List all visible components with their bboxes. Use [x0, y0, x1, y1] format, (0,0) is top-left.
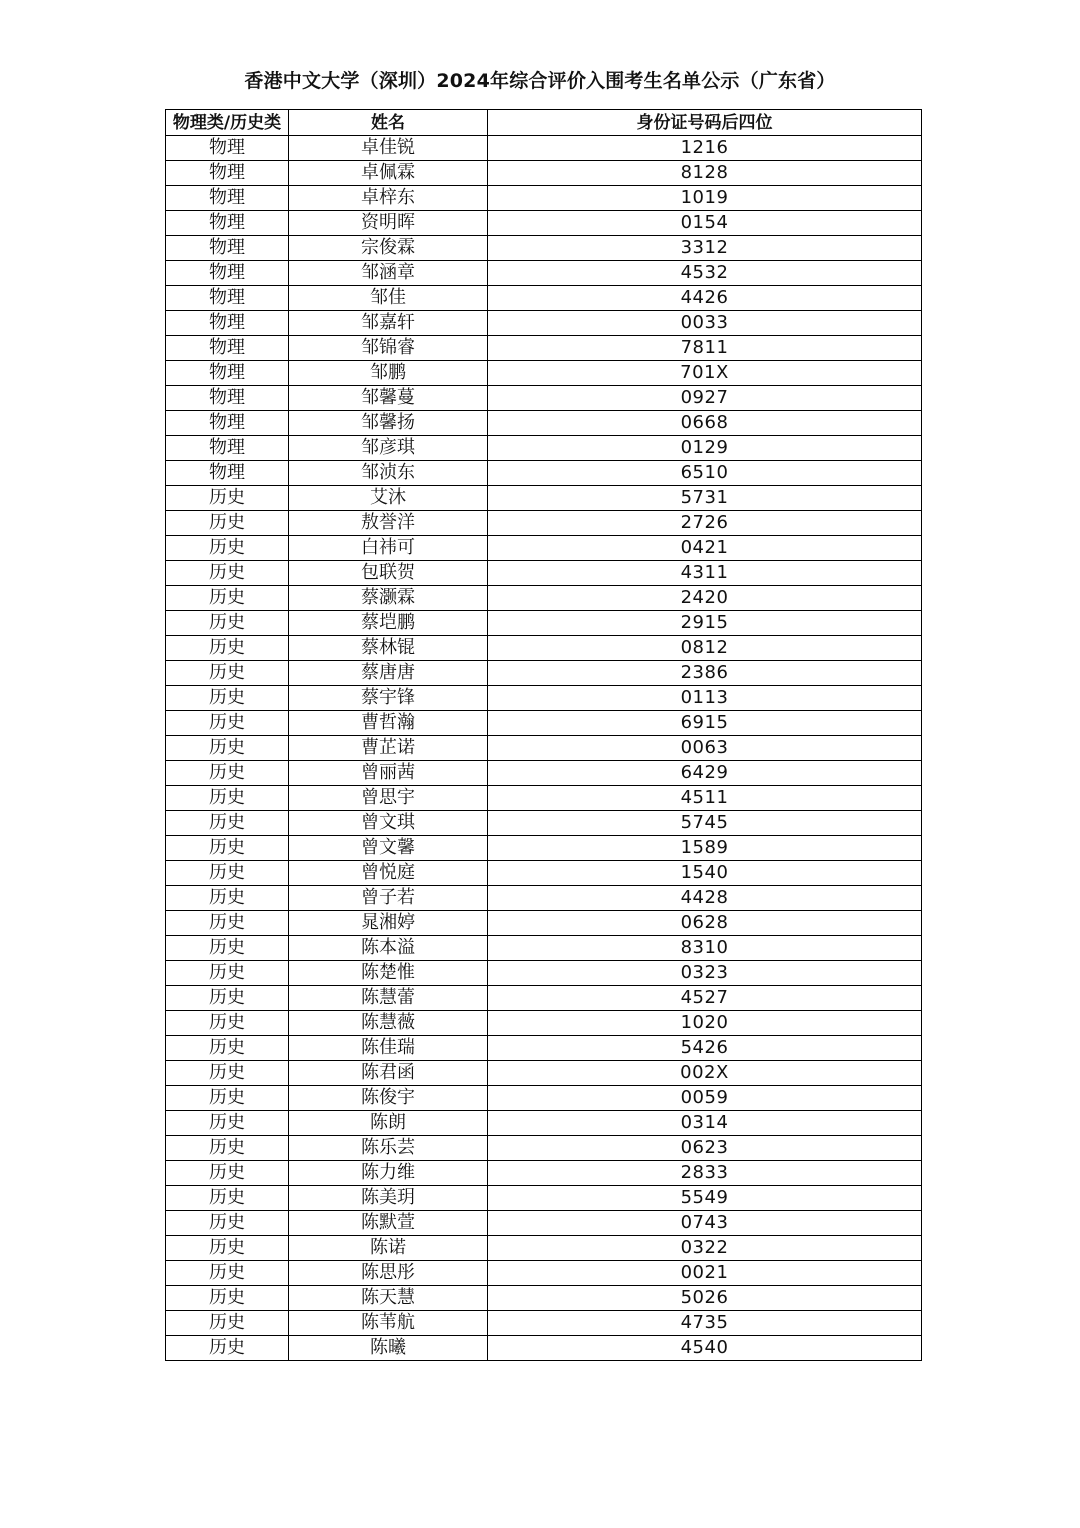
header-name: 姓名	[289, 110, 488, 136]
category-cell: 历史	[166, 636, 289, 661]
category-cell: 物理	[166, 186, 289, 211]
table-row	[166, 311, 922, 336]
id-last-four-cell: 0743	[488, 1211, 922, 1236]
id-last-four-cell: 6510	[488, 461, 922, 486]
id-last-four-cell: 0623	[488, 1136, 922, 1161]
table-row	[166, 211, 922, 236]
table-row	[166, 761, 922, 786]
table-row	[166, 136, 922, 161]
category-cell: 历史	[166, 536, 289, 561]
category-cell: 历史	[166, 786, 289, 811]
id-last-four-cell: 6915	[488, 711, 922, 736]
document-title: 香港中文大学（深圳）2024年综合评价入围考生名单公示（广东省）	[244, 70, 836, 92]
id-last-four-cell: 4532	[488, 261, 922, 286]
category-cell: 历史	[166, 1336, 289, 1361]
table-row	[166, 486, 922, 511]
table-row	[166, 361, 922, 386]
category-cell: 物理	[166, 136, 289, 161]
table-row	[166, 436, 922, 461]
table-row	[166, 286, 922, 311]
table-row	[166, 1211, 922, 1236]
name-cell: 陈本溢	[289, 936, 488, 961]
name-cell: 曾文馨	[289, 836, 488, 861]
name-cell: 陈诺	[289, 1236, 488, 1261]
name-cell: 陈天慧	[289, 1286, 488, 1311]
category-cell: 历史	[166, 836, 289, 861]
category-cell: 历史	[166, 1061, 289, 1086]
name-cell: 陈慧蕾	[289, 986, 488, 1011]
header-category: 物理类/历史类	[166, 110, 289, 136]
category-cell: 历史	[166, 1211, 289, 1236]
id-last-four-cell: 8128	[488, 161, 922, 186]
category-cell: 历史	[166, 1036, 289, 1061]
category-cell: 历史	[166, 1111, 289, 1136]
id-last-four-cell: 6429	[488, 761, 922, 786]
category-cell: 历史	[166, 1261, 289, 1286]
table-row	[166, 411, 922, 436]
name-cell: 陈力维	[289, 1161, 488, 1186]
id-last-four-cell: 002X	[488, 1061, 922, 1086]
id-last-four-cell: 4428	[488, 886, 922, 911]
table-row	[166, 711, 922, 736]
name-cell: 邹彦琪	[289, 436, 488, 461]
table-row	[166, 811, 922, 836]
category-cell: 物理	[166, 411, 289, 436]
id-last-four-cell: 4540	[488, 1336, 922, 1361]
table-row	[166, 461, 922, 486]
table-row	[166, 1136, 922, 1161]
id-last-four-cell: 4527	[488, 986, 922, 1011]
id-last-four-cell: 5745	[488, 811, 922, 836]
table-body	[166, 136, 922, 1361]
category-cell: 物理	[166, 461, 289, 486]
category-cell: 历史	[166, 886, 289, 911]
table-row	[166, 586, 922, 611]
id-last-four-cell: 0113	[488, 686, 922, 711]
table-row	[166, 1036, 922, 1061]
name-cell: 曾丽茜	[289, 761, 488, 786]
category-cell: 历史	[166, 861, 289, 886]
name-cell: 陈楚惟	[289, 961, 488, 986]
category-cell: 物理	[166, 361, 289, 386]
id-last-four-cell: 0033	[488, 311, 922, 336]
table-row	[166, 1086, 922, 1111]
id-last-four-cell: 5426	[488, 1036, 922, 1061]
name-cell: 陈苇航	[289, 1311, 488, 1336]
name-cell: 艾沐	[289, 486, 488, 511]
table-row	[166, 561, 922, 586]
name-cell: 蔡垲鹏	[289, 611, 488, 636]
category-cell: 历史	[166, 661, 289, 686]
category-cell: 历史	[166, 761, 289, 786]
category-cell: 历史	[166, 1161, 289, 1186]
category-cell: 物理	[166, 286, 289, 311]
name-cell: 晁湘婷	[289, 911, 488, 936]
category-cell: 物理	[166, 336, 289, 361]
name-cell: 曾子若	[289, 886, 488, 911]
name-cell: 曾思宇	[289, 786, 488, 811]
category-cell: 物理	[166, 436, 289, 461]
category-cell: 历史	[166, 811, 289, 836]
id-last-four-cell: 0628	[488, 911, 922, 936]
table-row	[166, 1061, 922, 1086]
id-last-four-cell: 0059	[488, 1086, 922, 1111]
name-cell: 包联贺	[289, 561, 488, 586]
name-cell: 邹嘉轩	[289, 311, 488, 336]
category-cell: 物理	[166, 386, 289, 411]
table-row	[166, 1286, 922, 1311]
table-row	[166, 1011, 922, 1036]
candidate-table	[165, 109, 922, 1361]
table-row	[166, 1261, 922, 1286]
id-last-four-cell: 0314	[488, 1111, 922, 1136]
table-row	[166, 186, 922, 211]
table-row	[166, 161, 922, 186]
id-last-four-cell: 1019	[488, 186, 922, 211]
name-cell: 陈美玥	[289, 1186, 488, 1211]
name-cell: 蔡唐唐	[289, 661, 488, 686]
name-cell: 白祎可	[289, 536, 488, 561]
category-cell: 物理	[166, 261, 289, 286]
id-last-four-cell: 3312	[488, 236, 922, 261]
id-last-four-cell: 7811	[488, 336, 922, 361]
name-cell: 邹馨蔓	[289, 386, 488, 411]
name-cell: 陈俊宇	[289, 1086, 488, 1111]
category-cell: 历史	[166, 711, 289, 736]
id-last-four-cell: 5026	[488, 1286, 922, 1311]
table-row	[166, 786, 922, 811]
name-cell: 曾悦庭	[289, 861, 488, 886]
id-last-four-cell: 0021	[488, 1261, 922, 1286]
table-header-row	[166, 110, 922, 136]
category-cell: 历史	[166, 686, 289, 711]
name-cell: 蔡宇锋	[289, 686, 488, 711]
category-cell: 历史	[166, 1311, 289, 1336]
category-cell: 历史	[166, 1086, 289, 1111]
table-row	[166, 386, 922, 411]
category-cell: 历史	[166, 936, 289, 961]
name-cell: 宗俊霖	[289, 236, 488, 261]
id-last-four-cell: 1216	[488, 136, 922, 161]
table-row	[166, 1336, 922, 1361]
category-cell: 历史	[166, 1011, 289, 1036]
name-cell: 陈君函	[289, 1061, 488, 1086]
id-last-four-cell: 4426	[488, 286, 922, 311]
id-last-four-cell: 0812	[488, 636, 922, 661]
table-row	[166, 536, 922, 561]
header-id-last-four: 身份证号码后四位	[488, 110, 922, 136]
name-cell: 陈朗	[289, 1111, 488, 1136]
category-cell: 历史	[166, 961, 289, 986]
name-cell: 曹芷诺	[289, 736, 488, 761]
table-row	[166, 1161, 922, 1186]
name-cell: 邹佳	[289, 286, 488, 311]
category-cell: 历史	[166, 586, 289, 611]
category-cell: 历史	[166, 486, 289, 511]
category-cell: 历史	[166, 1236, 289, 1261]
id-last-four-cell: 0323	[488, 961, 922, 986]
id-last-four-cell: 1020	[488, 1011, 922, 1036]
category-cell: 历史	[166, 511, 289, 536]
table-row	[166, 336, 922, 361]
id-last-four-cell: 8310	[488, 936, 922, 961]
table-row	[166, 261, 922, 286]
table-row	[166, 911, 922, 936]
id-last-four-cell: 2420	[488, 586, 922, 611]
category-cell: 历史	[166, 1286, 289, 1311]
id-last-four-cell: 0322	[488, 1236, 922, 1261]
category-cell: 历史	[166, 911, 289, 936]
table-row	[166, 1311, 922, 1336]
category-cell: 物理	[166, 211, 289, 236]
table-row	[166, 511, 922, 536]
id-last-four-cell: 4511	[488, 786, 922, 811]
id-last-four-cell: 1589	[488, 836, 922, 861]
id-last-four-cell: 701X	[488, 361, 922, 386]
category-cell: 物理	[166, 236, 289, 261]
name-cell: 邹涵章	[289, 261, 488, 286]
id-last-four-cell: 0154	[488, 211, 922, 236]
id-last-four-cell: 1540	[488, 861, 922, 886]
id-last-four-cell: 5549	[488, 1186, 922, 1211]
table-row	[166, 886, 922, 911]
table-row	[166, 836, 922, 861]
name-cell: 邹浈东	[289, 461, 488, 486]
table-row	[166, 861, 922, 886]
category-cell: 历史	[166, 1186, 289, 1211]
id-last-four-cell: 2726	[488, 511, 922, 536]
id-last-four-cell: 5731	[488, 486, 922, 511]
name-cell: 蔡灏霖	[289, 586, 488, 611]
name-cell: 陈佳瑞	[289, 1036, 488, 1061]
category-cell: 物理	[166, 161, 289, 186]
name-cell: 陈慧薇	[289, 1011, 488, 1036]
table-row	[166, 936, 922, 961]
name-cell: 敖誉洋	[289, 511, 488, 536]
id-last-four-cell: 0129	[488, 436, 922, 461]
category-cell: 历史	[166, 611, 289, 636]
id-last-four-cell: 2386	[488, 661, 922, 686]
table-row	[166, 1236, 922, 1261]
table-row	[166, 611, 922, 636]
id-last-four-cell: 2833	[488, 1161, 922, 1186]
table-row	[166, 636, 922, 661]
name-cell: 邹锦睿	[289, 336, 488, 361]
id-last-four-cell: 2915	[488, 611, 922, 636]
table-row	[166, 1111, 922, 1136]
name-cell: 陈曦	[289, 1336, 488, 1361]
id-last-four-cell: 4311	[488, 561, 922, 586]
name-cell: 曾文琪	[289, 811, 488, 836]
table-row	[166, 1186, 922, 1211]
name-cell: 资明晖	[289, 211, 488, 236]
category-cell: 历史	[166, 986, 289, 1011]
id-last-four-cell: 0668	[488, 411, 922, 436]
id-last-four-cell: 0421	[488, 536, 922, 561]
category-cell: 物理	[166, 311, 289, 336]
name-cell: 邹鹏	[289, 361, 488, 386]
table-row	[166, 236, 922, 261]
name-cell: 蔡林锟	[289, 636, 488, 661]
name-cell: 陈思彤	[289, 1261, 488, 1286]
table-row	[166, 736, 922, 761]
name-cell: 卓佳锐	[289, 136, 488, 161]
table-row	[166, 661, 922, 686]
name-cell: 卓梓东	[289, 186, 488, 211]
category-cell: 历史	[166, 1136, 289, 1161]
name-cell: 陈默萱	[289, 1211, 488, 1236]
id-last-four-cell: 4735	[488, 1311, 922, 1336]
category-cell: 历史	[166, 561, 289, 586]
category-cell: 历史	[166, 736, 289, 761]
table-row	[166, 686, 922, 711]
table-row	[166, 986, 922, 1011]
table-row	[166, 961, 922, 986]
name-cell: 曹哲瀚	[289, 711, 488, 736]
id-last-four-cell: 0927	[488, 386, 922, 411]
name-cell: 陈乐芸	[289, 1136, 488, 1161]
id-last-four-cell: 0063	[488, 736, 922, 761]
name-cell: 邹馨扬	[289, 411, 488, 436]
name-cell: 卓佩霖	[289, 161, 488, 186]
